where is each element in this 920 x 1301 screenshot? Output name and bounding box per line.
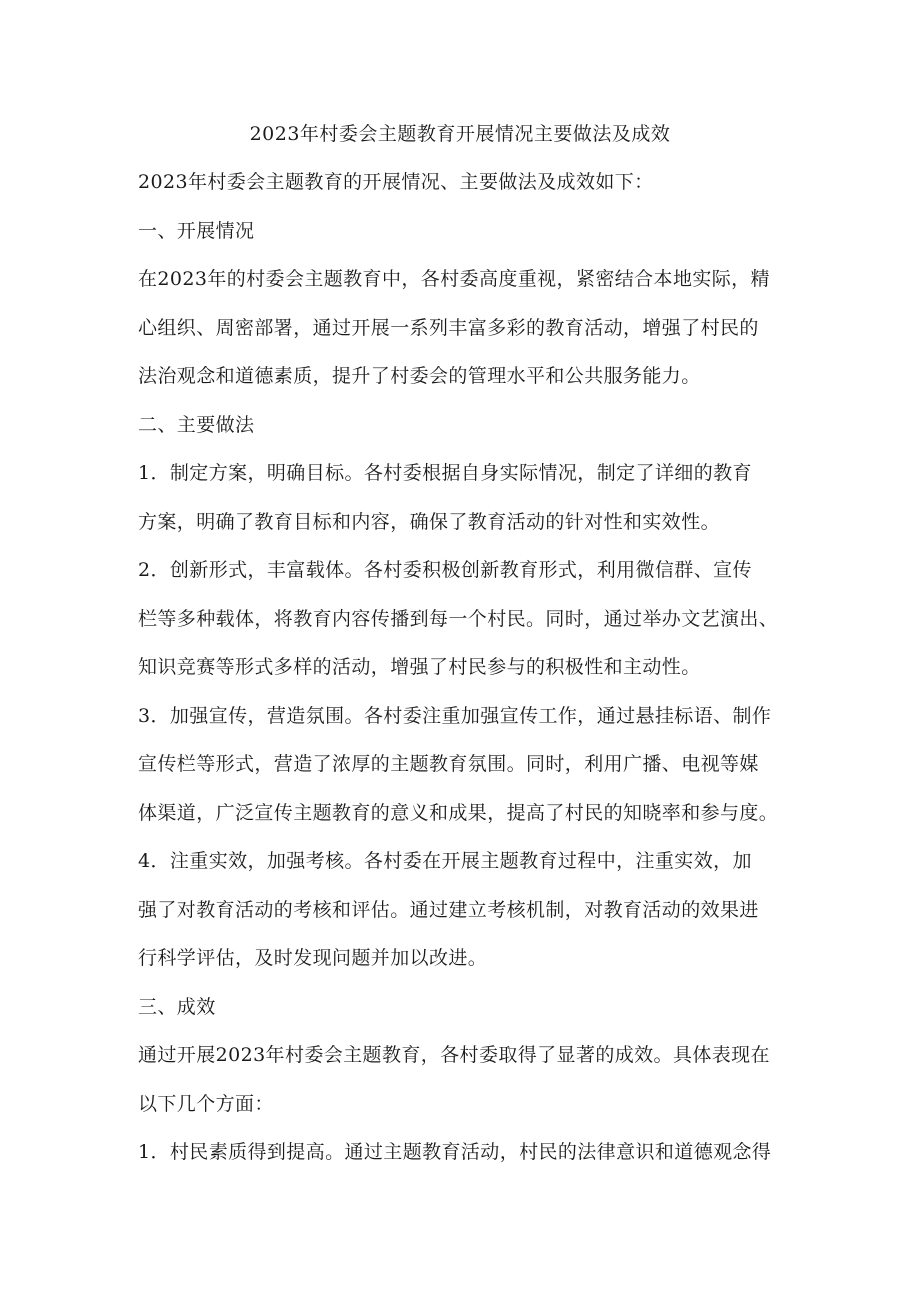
list-item-line: 知识竞赛等形式多样的活动，增强了村民参与的积极性和主动性。 <box>138 656 701 678</box>
list-item-line: 强了对教育活动的考核和评估。通过建立考核机制，对教育活动的效果进 <box>138 898 759 921</box>
document-title: 2023年村委会主题教育开展情况主要做法及成效 <box>249 123 671 145</box>
paragraph-line: 以下几个方面： <box>138 1092 274 1115</box>
paragraph-line: 心组织、周密部署，通过开展一系列丰富多彩的教育活动，增强了村民的 <box>138 316 759 339</box>
paragraph-line: 在2023年的村委会主题教育中，各村委高度重视，紧密结合本地实际，精 <box>138 268 770 290</box>
list-item-line: 1．村民素质得到提高。通过主题教育活动，村民的法律意识和道德观念得 <box>138 1141 772 1163</box>
list-item-line: 方案，明确了教育目标和内容，确保了教育活动的针对性和实效性。 <box>138 510 721 533</box>
list-item-line: 行科学评估，及时发现问题并加以改进。 <box>138 947 488 969</box>
list-item-line: 2．创新形式，丰富载体。各村委积极创新教育形式，利用微信群、宣传 <box>138 559 752 581</box>
section-heading-1: 一、开展情况 <box>138 219 255 242</box>
list-item-line: 3．加强宣传，营造氛围。各村委注重加强宣传工作，通过悬挂标语、制作 <box>138 704 772 727</box>
list-item-line: 宣传栏等形式，营造了浓厚的主题教育氛围。同时，利用广播、电视等媒 <box>138 753 759 775</box>
list-item-line: 栏等多种载体，将教育内容传播到每一个村民。同时，通过举办文艺演出、 <box>138 607 779 630</box>
list-item-line: 1．制定方案，明确目标。各村委根据自身实际情况，制定了详细的教育 <box>138 462 752 484</box>
section-heading-2: 二、主要做法 <box>138 413 255 436</box>
paragraph-line: 通过开展2023年村委会主题教育，各村委取得了显著的成效。具体表现在 <box>138 1044 770 1066</box>
document-body <box>138 158 798 1177</box>
list-item-line: 体渠道，广泛宣传主题教育的意义和成果，提高了村民的知晓率和参与度。 <box>138 801 779 824</box>
section-heading-3: 三、成效 <box>138 995 216 1018</box>
list-item-line: 4．注重实效，加强考核。各村委在开展主题教育过程中，注重实效，加 <box>138 850 752 872</box>
paragraph-line: 法治观念和道德素质，提升了村委会的管理水平和公共服务能力。 <box>138 365 701 387</box>
intro-line: 2023年村委会主题教育的开展情况、主要做法及成效如下： <box>138 171 654 193</box>
